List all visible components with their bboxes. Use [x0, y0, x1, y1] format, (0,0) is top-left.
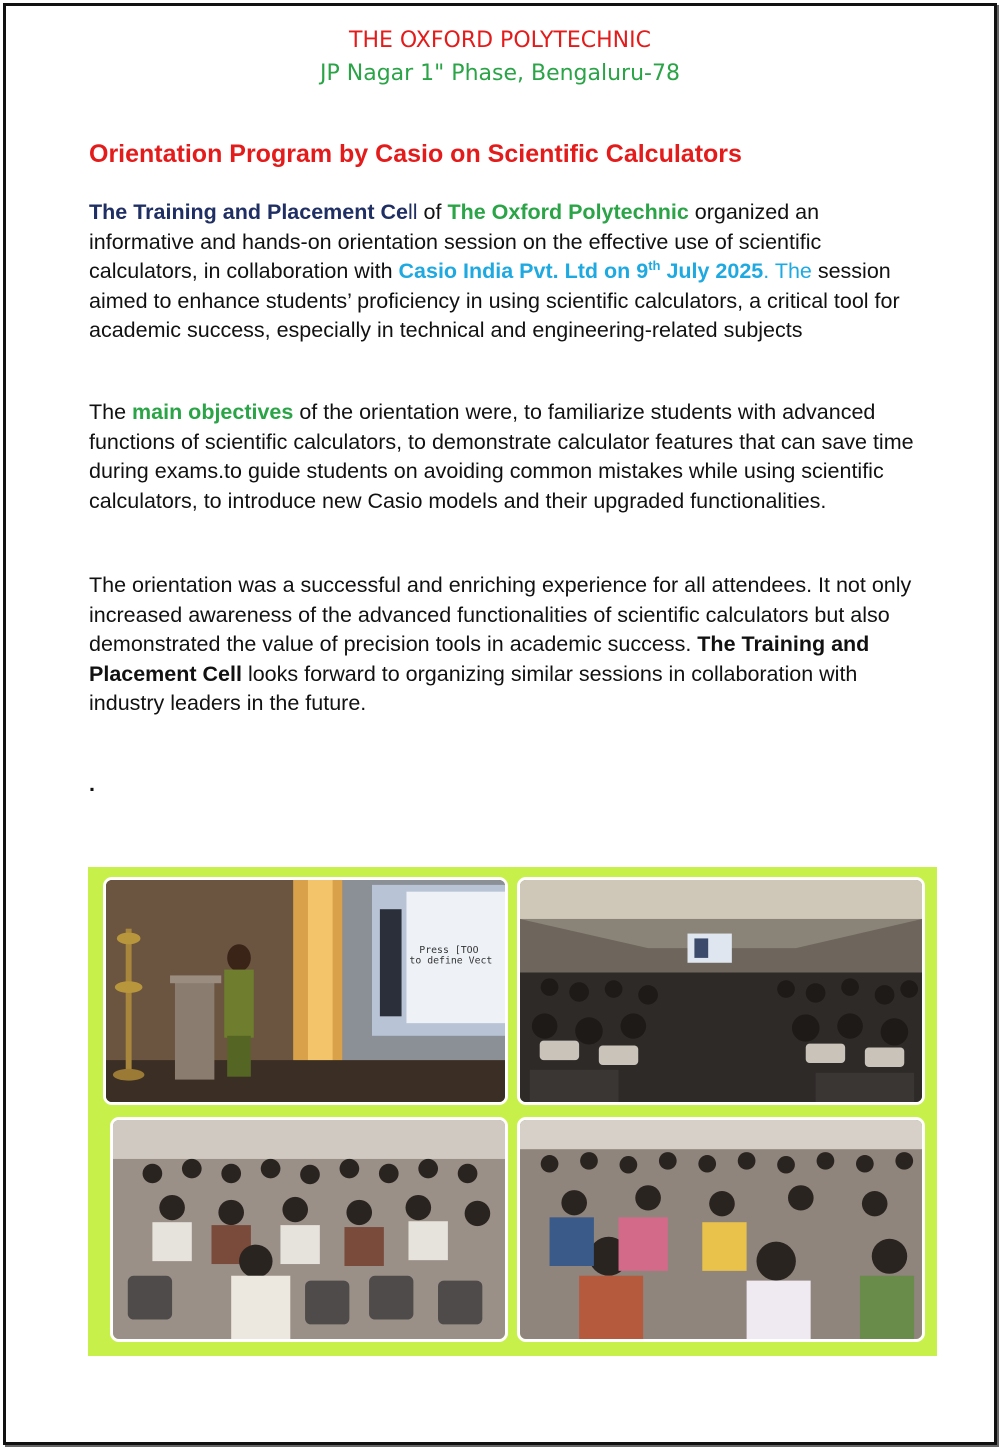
photo-collage: [88, 867, 937, 1356]
screen-text-1: Press [TOO: [419, 945, 479, 957]
intro-text-1: organized an informative and hands-on orientation session on the effective use of scientific calculators, in collaboration with: [89, 200, 822, 283]
photo-auditorium-rear-view: [517, 877, 925, 1105]
page-title: Orientation Program by Casio on Scientific Calculators: [89, 140, 742, 168]
objectives-paragraph: [89, 398, 919, 516]
letterhead: [0, 24, 1000, 90]
intro-text-2: session aimed to enhance students’ proficiency in using scientific calculators, a critical tool for academic success, especially in technical and engineering-related subjects: [89, 259, 900, 342]
photo-students-seated-left: [110, 1117, 508, 1342]
conclusion-text-1: The orientation was a successful and enriching experience for all attendees. It not only increased awareness of the advanced functionalities of scientific calculators but also demonstrated the value of precision tools in academic success.: [89, 573, 912, 656]
trailing-dot: .: [89, 772, 95, 796]
conclusion-paragraph: [89, 571, 919, 719]
cell-name-end: ll: [408, 200, 418, 224]
photo-speaker-at-podium: [103, 877, 508, 1105]
objectives-text: of the orientation were, to familiarize students with advanced functions of scientific calculators, to demonstrate calculator features that can save time during exams.to guide students on avoiding common mistakes while using scientific calculators, to introduce new Casio models and their upgraded functionalities.: [89, 400, 914, 513]
company-and-date: [399, 259, 764, 283]
photo-students-seated-right: [517, 1117, 925, 1342]
the-word: . The: [763, 259, 812, 283]
screen-text-2: to define Vect: [409, 955, 493, 967]
objectives-lead: The: [89, 400, 133, 424]
college-name: The Oxford Polytechnic: [447, 200, 689, 224]
company-name: Casio India Pvt. Ltd on 9: [398, 259, 649, 283]
date-suffix: th: [648, 257, 661, 273]
objectives-highlight: main objectives: [132, 400, 294, 424]
institution-name: THE OXFORD POLYTECHNIC: [349, 28, 651, 53]
intro-paragraph: [89, 198, 919, 346]
conclusion-cell-name: The Training and Placement Cell: [89, 632, 870, 686]
institution-address: JP Nagar 1" Phase, Bengaluru-78: [320, 61, 680, 86]
event-date: July 2025: [660, 259, 764, 283]
conclusion-text-2: looks forward to organizing similar sessions in collaboration with industry leaders in the future.: [89, 661, 858, 715]
of-word: of: [417, 200, 448, 224]
cell-name: The Training and Placement Ce: [89, 200, 408, 224]
